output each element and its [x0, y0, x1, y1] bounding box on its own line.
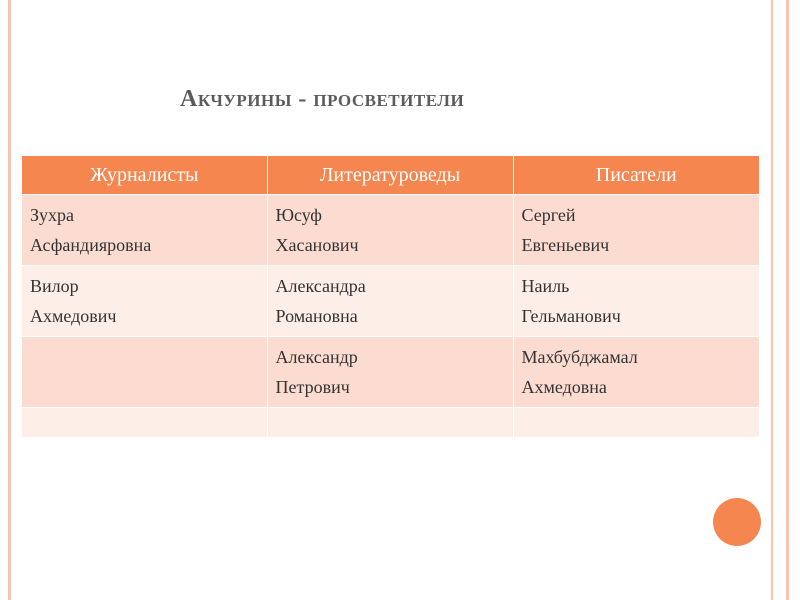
cell-line: Александр: [275, 347, 358, 367]
decorative-circle: [713, 498, 761, 546]
table-cell: [267, 337, 513, 408]
family-table: [22, 156, 759, 437]
cell-line: Сергей: [521, 205, 576, 225]
table-row: [22, 337, 759, 408]
table-cell-empty: [22, 408, 267, 438]
header-literary-critics: Литературоведы: [267, 156, 513, 195]
cell-line: Ахмедович: [30, 306, 117, 326]
table-cell: [22, 195, 267, 266]
table-cell: [513, 195, 759, 266]
cell-line: Асфандияровна: [30, 235, 152, 255]
table-cell: [513, 266, 759, 337]
cell-line: Евгеньевич: [521, 235, 610, 255]
cell-line: Гельманович: [521, 306, 621, 326]
cell-line: Петрович: [275, 377, 350, 397]
cell-line: Вилор: [30, 276, 79, 296]
table-row: [22, 195, 759, 266]
table-cell-empty: [513, 408, 759, 438]
table-header-row: [22, 156, 759, 195]
table-cell: [513, 337, 759, 408]
decorative-border-right-inner: [771, 0, 773, 600]
cell-line: Александра: [275, 276, 366, 296]
cell-line: Наиль: [521, 276, 570, 296]
table-cell-empty: [267, 408, 513, 438]
table-container: [22, 156, 759, 437]
cell-line: Романовна: [275, 306, 358, 326]
decorative-border-right-outer: [786, 0, 789, 600]
cell-line: Ахмедовна: [521, 377, 607, 397]
table-row-empty: [22, 408, 759, 438]
header-writers: Писатели: [513, 156, 759, 195]
table-cell-empty: [22, 337, 267, 408]
table-row: [22, 266, 759, 337]
cell-line: Юсуф: [275, 205, 322, 225]
cell-line: Хасанович: [275, 235, 359, 255]
table-cell: [267, 266, 513, 337]
table-cell: [22, 266, 267, 337]
table-cell: [267, 195, 513, 266]
cell-line: Махбубджамал: [521, 347, 638, 367]
slide-title: Акчурины - просветители: [180, 86, 465, 112]
header-journalists: Журналисты: [22, 156, 267, 195]
cell-line: Зухра: [30, 205, 75, 225]
decorative-border-left: [8, 0, 11, 600]
